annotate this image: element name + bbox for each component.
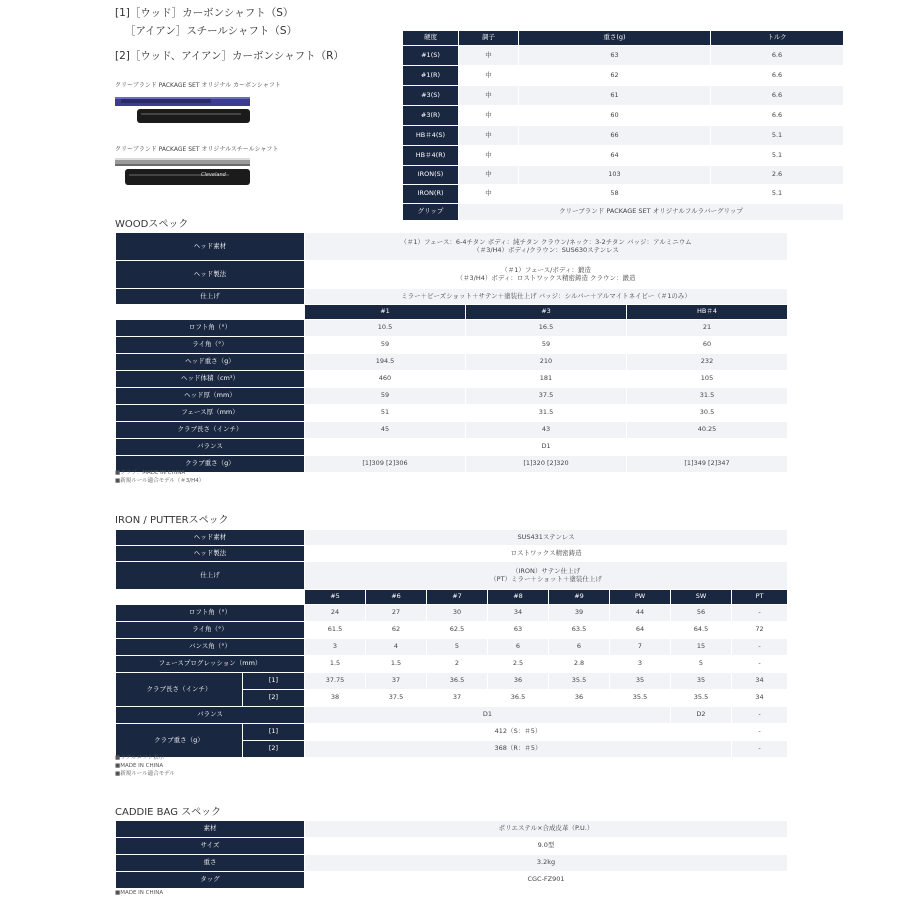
iron-col-header: #8 — [488, 590, 549, 605]
table-cell: 中 — [459, 66, 519, 86]
table-cell: 10.5 — [305, 320, 466, 337]
table-cell: 中 — [459, 46, 519, 66]
shaft-row-label: #3(S) — [403, 86, 459, 106]
table-cell: 37 — [366, 673, 427, 690]
iron-weight-pt: - — [732, 724, 788, 741]
table-cell: 45 — [305, 422, 466, 439]
steel-shaft-caption: クリーブランド PACKAGE SET オリジナルスチールシャフト — [115, 146, 279, 153]
table-cell: 4 — [366, 639, 427, 656]
table-cell: 15 — [671, 639, 732, 656]
wood-col-header: HB＃4 — [627, 305, 788, 320]
table-cell: 60 — [627, 337, 788, 354]
table-cell: 27 — [366, 605, 427, 622]
wood-row-label: クラブ長さ（インチ） — [116, 422, 305, 439]
table-cell: 1.5 — [366, 656, 427, 673]
table-cell: 中 — [459, 86, 519, 106]
table-cell: 中 — [459, 106, 519, 126]
table-cell: 30.5 — [627, 405, 788, 422]
note: ■新規ルール適合モデル — [115, 771, 175, 777]
shaft-row-label: #1(S) — [403, 46, 459, 66]
table-row — [116, 233, 788, 261]
table-cell: 40.25 — [627, 422, 788, 439]
iron-weight-value: 412（S：＃5） — [305, 724, 732, 741]
table-cell: 2.6 — [711, 166, 844, 185]
caddie-spec-table — [115, 820, 788, 889]
caddie-notes — [115, 889, 163, 897]
table-cell: 35.5 — [549, 673, 610, 690]
iron-column-header-row — [116, 590, 788, 605]
table-cell: 60 — [519, 106, 711, 126]
table-cell: 2.8 — [549, 656, 610, 673]
wood-finish-label: 仕上げ — [116, 289, 305, 305]
table-cell: 2 — [427, 656, 488, 673]
table-cell: 103 — [519, 166, 711, 185]
table-cell: 35 — [671, 673, 732, 690]
iron-col-header: SW — [671, 590, 732, 605]
iron-weight-pt: - — [732, 741, 788, 758]
table-row — [116, 337, 788, 354]
table-row — [403, 106, 844, 126]
table-row — [116, 354, 788, 371]
intro-line-3: [2]［ウッド、アイアン］カーボンシャフト（R） — [115, 50, 344, 62]
table-cell: 中 — [459, 126, 519, 146]
wood-col-header: #1 — [305, 305, 466, 320]
grip-label: グリップ — [403, 204, 459, 221]
note: ■リアルロフト表示 — [115, 755, 164, 761]
iron-head-method-label: ヘッド製法 — [116, 546, 305, 562]
shaft-col-header: 重さ(g) — [519, 31, 711, 46]
iron-balance-label: バランス — [116, 707, 305, 724]
iron-row-label: フェースプログレッション（mm） — [116, 656, 305, 673]
table-cell: 3 — [305, 639, 366, 656]
shaft-row-label: IRON(R) — [403, 185, 459, 204]
table-row — [116, 422, 788, 439]
table-cell: 21 — [627, 320, 788, 337]
table-row — [116, 622, 788, 639]
iron-balance-value: D1 — [305, 707, 671, 724]
table-cell: 43 — [466, 422, 627, 439]
note: ■MADE IN CHINA — [115, 890, 164, 896]
table-cell: - — [732, 605, 788, 622]
carbon-shaft-caption: クリーブランド PACKAGE SET オリジナル カーボンシャフト — [115, 82, 281, 89]
table-cell: 72 — [732, 622, 788, 639]
table-row — [116, 673, 788, 690]
table-cell: 37.5 — [466, 388, 627, 405]
wood-row-label: ライ角（°） — [116, 337, 305, 354]
table-cell: 16.5 — [466, 320, 627, 337]
table-cell: 35.5 — [671, 690, 732, 707]
note: ■クラブ：MADE IN CHINA — [115, 470, 186, 476]
table-cell: [1]349 [2]347 — [627, 456, 788, 473]
table-cell: 5 — [671, 656, 732, 673]
table-cell: 3 — [610, 656, 671, 673]
table-cell: - — [732, 639, 788, 656]
table-cell: 59 — [466, 337, 627, 354]
table-cell: 39 — [549, 605, 610, 622]
iron-sub-label: [2] — [243, 690, 305, 707]
wood-row-label: ヘッド重さ（g） — [116, 354, 305, 371]
table-row — [116, 838, 788, 855]
table-cell: 63 — [488, 622, 549, 639]
wood-head-method-label: ヘッド製法 — [116, 261, 305, 289]
table-cell: 58 — [519, 185, 711, 204]
iron-head-method-value: ロストワックス精密鋳造 — [305, 546, 788, 562]
table-cell: 61 — [519, 86, 711, 106]
table-cell: 210 — [466, 354, 627, 371]
wood-row-label: ヘッド厚（mm） — [116, 388, 305, 405]
iron-col-header: PT — [732, 590, 788, 605]
table-row — [116, 821, 788, 838]
table-row — [403, 146, 844, 166]
table-cell: 34 — [488, 605, 549, 622]
table-cell: CGC-FZ901 — [305, 872, 788, 889]
table-cell: - — [732, 656, 788, 673]
table-cell: 194.5 — [305, 354, 466, 371]
table-cell: 64.5 — [671, 622, 732, 639]
table-cell: 6.6 — [711, 66, 844, 86]
table-row — [116, 388, 788, 405]
wood-row-label: フェース厚（mm） — [116, 405, 305, 422]
table-cell: 中 — [459, 146, 519, 166]
table-cell: 5.1 — [711, 146, 844, 166]
table-cell: 35.5 — [610, 690, 671, 707]
table-row — [403, 166, 844, 185]
shaft-spec-table — [402, 30, 844, 221]
table-cell: 36 — [488, 673, 549, 690]
carbon-shaft-image — [115, 95, 250, 129]
table-cell: 36 — [549, 690, 610, 707]
shaft-row-label: HB＃4(S) — [403, 126, 459, 146]
text-line: （PT）ミラー＋ショット＋塗装仕上げ — [490, 574, 602, 583]
table-cell: 5.1 — [711, 126, 844, 146]
iron-notes — [115, 754, 175, 778]
table-row — [116, 261, 788, 289]
table-cell: 6 — [488, 639, 549, 656]
table-cell: 44 — [610, 605, 671, 622]
table-cell: 31.5 — [627, 388, 788, 405]
table-cell: 63.5 — [549, 622, 610, 639]
table-row — [403, 126, 844, 146]
table-cell: [1]309 [2]306 — [305, 456, 466, 473]
shaft-row-label: IRON(S) — [403, 166, 459, 185]
table-row — [116, 405, 788, 422]
table-row — [116, 707, 788, 724]
table-row — [116, 289, 788, 305]
iron-col-header: #9 — [549, 590, 610, 605]
table-cell: 37 — [427, 690, 488, 707]
table-cell: 181 — [466, 371, 627, 388]
shaft-col-header: トルク — [711, 31, 844, 46]
iron-sub-label: [2] — [243, 741, 305, 758]
table-cell: 34 — [732, 690, 788, 707]
table-cell: 61.5 — [305, 622, 366, 639]
table-cell: 31.5 — [466, 405, 627, 422]
table-row — [116, 872, 788, 889]
intro-line-2: ［アイアン］スチールシャフト（S） — [125, 25, 298, 37]
table-cell: 37.75 — [305, 673, 366, 690]
shaft-col-header: 硬度 — [403, 31, 459, 46]
iron-finish-label: 仕上げ — [116, 562, 305, 590]
shaft-row-label: #3(R) — [403, 106, 459, 126]
table-cell: 9.0型 — [305, 838, 788, 855]
text-line: （＃1）フェース/ボディ：鍛造 — [501, 265, 591, 274]
table-cell: 59 — [305, 388, 466, 405]
caddie-row-label: 重さ — [116, 855, 305, 872]
table-row — [403, 46, 844, 66]
text-line: （＃3/H4）ボディ/クラウン：SUS630ステンレス — [473, 245, 619, 254]
iron-col-header: #7 — [427, 590, 488, 605]
table-cell: 中 — [459, 185, 519, 204]
table-row — [116, 439, 788, 456]
table-row — [116, 546, 788, 562]
table-cell: 34 — [732, 673, 788, 690]
table-cell: 36.5 — [427, 673, 488, 690]
table-cell: 64 — [519, 146, 711, 166]
wood-head-material-label: ヘッド素材 — [116, 233, 305, 261]
text-line: （＃3/H4）ボディ：ロストワックス精密鋳造 クラウン：鍛造 — [456, 273, 636, 282]
caddie-section-title: CADDIE BAG スペック — [115, 807, 222, 818]
table-cell: 30 — [427, 605, 488, 622]
table-cell: 24 — [305, 605, 366, 622]
table-cell: 6 — [549, 639, 610, 656]
iron-head-material-value: SUS431ステンレス — [305, 530, 788, 546]
table-row — [116, 530, 788, 546]
table-cell: 1.5 — [305, 656, 366, 673]
table-cell: 62 — [366, 622, 427, 639]
shaft-row-label: HB＃4(R) — [403, 146, 459, 166]
note: ■新規ルール適合モデル（＃3/H4） — [115, 478, 205, 484]
table-cell: 59 — [305, 337, 466, 354]
iron-sub-label: [1] — [243, 673, 305, 690]
iron-length-label: クラブ長さ（インチ） — [116, 673, 243, 707]
iron-balance-pt: - — [732, 707, 788, 724]
iron-head-material-label: ヘッド素材 — [116, 530, 305, 546]
wood-notes — [115, 469, 204, 485]
text-line: （＃1）フェース：6-4チタン ボディ：純チタン クラウン/ネック：3-2チタン バッジ：アルミニウム — [400, 237, 692, 246]
table-row — [116, 724, 788, 741]
table-cell: 62.5 — [427, 622, 488, 639]
table-cell: ポリエステル×合成皮革（P.U.） — [305, 821, 788, 838]
table-cell: 63 — [519, 46, 711, 66]
table-row — [403, 66, 844, 86]
wood-col-header: #3 — [466, 305, 627, 320]
table-row — [116, 605, 788, 622]
table-row — [116, 371, 788, 388]
caddie-row-label: タッグ — [116, 872, 305, 889]
wood-column-header-row — [116, 305, 788, 320]
table-cell: 36.5 — [488, 690, 549, 707]
table-cell: 64 — [610, 622, 671, 639]
table-cell: 中 — [459, 166, 519, 185]
iron-row-label: ライ角（°） — [116, 622, 305, 639]
iron-col-header: #6 — [366, 590, 427, 605]
iron-finish-value — [305, 562, 788, 590]
table-row — [116, 320, 788, 337]
iron-col-header: #5 — [305, 590, 366, 605]
iron-balance-sw: D2 — [671, 707, 732, 724]
iron-section-title: IRON / PUTTERスペック — [115, 515, 229, 526]
grip-row — [403, 204, 844, 221]
caddie-row-label: 素材 — [116, 821, 305, 838]
iron-row-label: ロフト角（°） — [116, 605, 305, 622]
table-cell: 460 — [305, 371, 466, 388]
wood-section-title: WOODスペック — [115, 219, 189, 230]
intro-line-1: [1]［ウッド］カーボンシャフト（S） — [115, 7, 294, 19]
shaft-col-header: 調子 — [459, 31, 519, 46]
wood-club-weight-label: クラブ重さ（g） — [116, 456, 305, 473]
table-row — [116, 639, 788, 656]
table-row — [116, 562, 788, 590]
grip-logo: Cleveland — [201, 172, 226, 178]
table-row — [116, 456, 788, 473]
wood-head-material-value — [305, 233, 788, 261]
table-cell: 6.6 — [711, 86, 844, 106]
table-cell: 3.2kg — [305, 855, 788, 872]
table-cell: 51 — [305, 405, 466, 422]
wood-balance-label: バランス — [116, 439, 305, 456]
table-cell: 37.5 — [366, 690, 427, 707]
shaft-header-row — [403, 31, 844, 46]
wood-row-label: ヘッド体積（cm³） — [116, 371, 305, 388]
note: ■MADE IN CHINA — [115, 763, 164, 769]
wood-row-label: ロフト角（°） — [116, 320, 305, 337]
iron-spec-table — [115, 529, 788, 758]
table-cell — [116, 305, 305, 320]
table-row — [116, 656, 788, 673]
iron-row-label: バンス角（°） — [116, 639, 305, 656]
iron-weight-value: 368（R：＃5） — [305, 741, 732, 758]
caddie-row-label: サイズ — [116, 838, 305, 855]
iron-col-header: PW — [610, 590, 671, 605]
shaft-row-label: #1(R) — [403, 66, 459, 86]
table-cell: 6.6 — [711, 46, 844, 66]
table-cell: 56 — [671, 605, 732, 622]
iron-sub-label: [1] — [243, 724, 305, 741]
table-row — [116, 855, 788, 872]
table-cell: 6.6 — [711, 106, 844, 126]
table-cell: [1]320 [2]320 — [466, 456, 627, 473]
iron-weight-label: クラブ重さ（g） — [116, 724, 243, 758]
table-cell: 62 — [519, 66, 711, 86]
table-row — [403, 86, 844, 106]
wood-head-method-value — [305, 261, 788, 289]
table-cell: 7 — [610, 639, 671, 656]
wood-balance-value: D1 — [305, 439, 788, 456]
wood-spec-table — [115, 232, 788, 473]
table-row — [403, 185, 844, 204]
table-cell: 5 — [427, 639, 488, 656]
text-line: （IRON）サテン仕上げ — [512, 566, 581, 575]
grip-value: クリーブランド PACKAGE SET オリジナルフルラバーグリップ — [459, 204, 844, 221]
table-cell: 105 — [627, 371, 788, 388]
table-cell: 35 — [610, 673, 671, 690]
table-cell: 38 — [305, 690, 366, 707]
table-cell — [116, 590, 305, 605]
table-cell: 5.1 — [711, 185, 844, 204]
table-cell: 232 — [627, 354, 788, 371]
steel-shaft-image — [115, 155, 250, 191]
table-cell: 66 — [519, 126, 711, 146]
table-cell: 2.5 — [488, 656, 549, 673]
wood-finish-value: ミラー＋ビーズショット＋サテン＋塗装仕上げ バッジ：シルバー＋アルマイトネイビー（＃1のみ） — [305, 289, 788, 305]
